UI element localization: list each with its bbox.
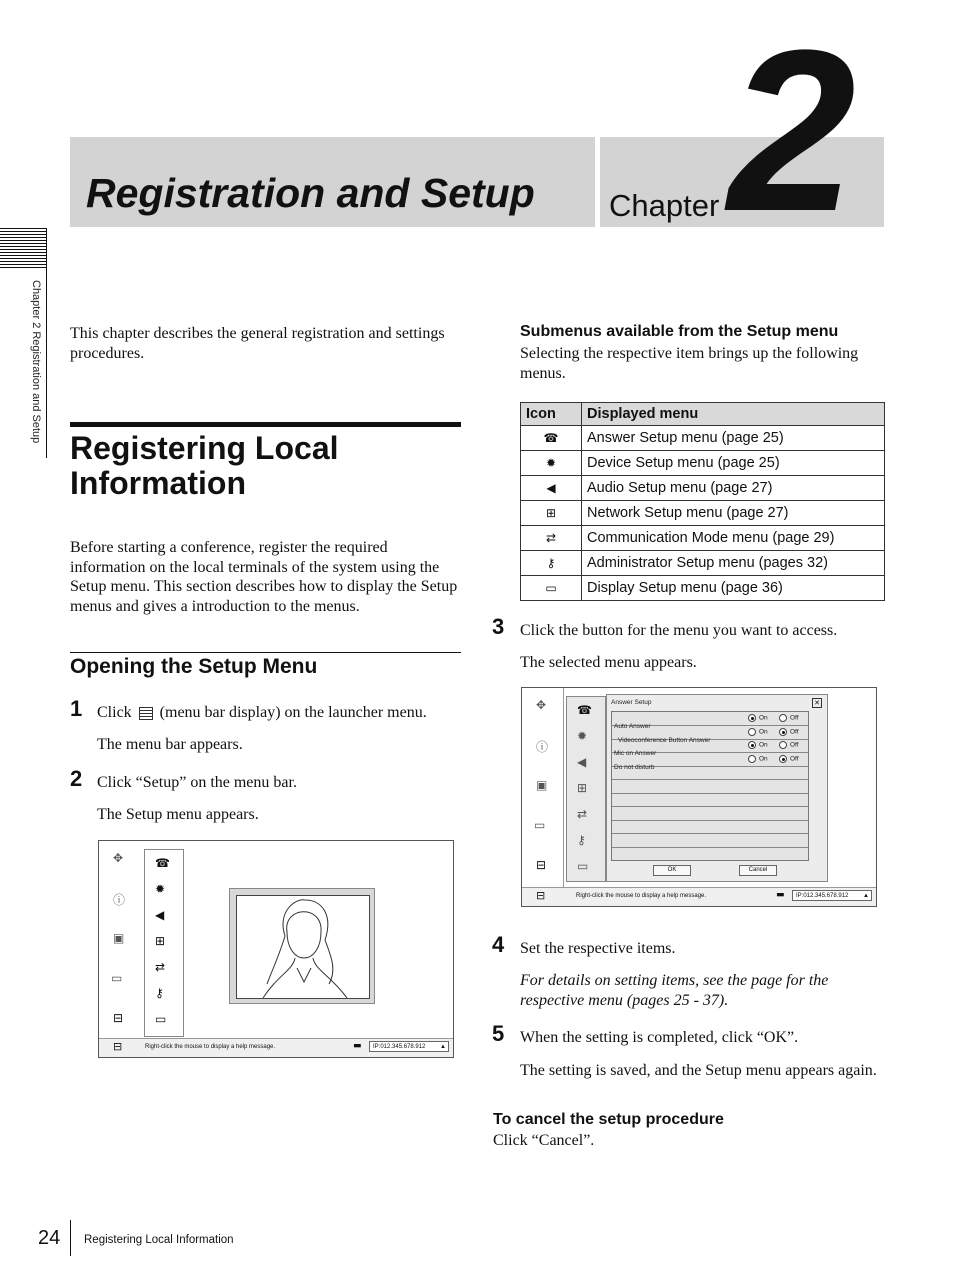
ip-address-display[interactable] — [369, 1041, 449, 1052]
on-label: On — [759, 755, 768, 763]
chapter-title: Registration and Setup — [86, 170, 535, 216]
section-paragraph: Before starting a conference, register the required information on the local terminals of the system using the Setup menu. This section describes how to display the Setup menus and gives a introduction to the menus. — [70, 539, 458, 615]
status-bar — [99, 1038, 453, 1057]
person-illustration — [237, 896, 369, 998]
subsection-heading: Opening the Setup Menu — [70, 655, 318, 678]
intro-paragraph: This chapter describes the general registration and settings procedures. — [70, 325, 445, 362]
network-setup-icon[interactable]: ⊞ — [155, 934, 166, 948]
menu-name: Display Setup menu (page 36) — [582, 576, 885, 601]
radio-selected-icon — [779, 755, 787, 763]
info-icon: ⓘ — [536, 740, 549, 754]
table-row — [521, 476, 885, 501]
radio-icon — [748, 755, 756, 763]
contact-icon: ▣ — [536, 778, 548, 792]
setting-label: Videoconference Button Answer — [618, 737, 711, 744]
menu-name: Audio Setup menu (page 27) — [582, 476, 885, 501]
answer-setup-icon[interactable]: ☎ — [577, 703, 592, 717]
step-number: 1 — [70, 696, 83, 721]
off-radio[interactable] — [779, 728, 799, 736]
camera-icon: ✥ — [536, 698, 547, 712]
row-divider — [612, 793, 808, 794]
network-setup-icon: ⊞ — [521, 501, 582, 526]
dropdown-arrow-icon: ▲ — [440, 1044, 446, 1050]
off-radio[interactable] — [779, 755, 799, 763]
sidebar-divider — [563, 688, 564, 888]
cancel-text: Click “Cancel”. — [493, 1132, 595, 1149]
setting-row-mic-on-answer — [614, 741, 806, 757]
off-label: Off — [790, 728, 799, 736]
menu-bar-display-icon[interactable]: ⊟ — [113, 1040, 123, 1053]
phonebook-icon: ▭ — [534, 818, 546, 832]
off-label: Off — [790, 714, 799, 722]
radio-selected-icon — [779, 728, 787, 736]
on-radio[interactable] — [748, 741, 768, 749]
cancel-button[interactable]: Cancel — [739, 865, 777, 876]
step-1-rest: (menu bar display) on the launcher menu. — [159, 704, 427, 721]
radio-icon — [779, 714, 787, 722]
row-divider — [612, 779, 808, 780]
display-setup-icon[interactable]: ▭ — [577, 859, 589, 873]
section-heading-line1: Registering Local — [70, 430, 339, 466]
setting-label: Do not disturb — [614, 764, 655, 771]
on-radio[interactable] — [748, 714, 768, 722]
video-preview-frame — [229, 888, 375, 1004]
connection-icon: ▬ — [776, 890, 785, 900]
side-tab-rule — [46, 228, 47, 458]
contact-icon: ▣ — [113, 931, 125, 945]
communication-mode-icon: ⇄ — [521, 526, 582, 551]
dialog-title: Answer Setup — [611, 699, 652, 706]
ip-address-display[interactable] — [792, 890, 872, 901]
audio-setup-icon: ◀ — [521, 476, 582, 501]
answer-setup-icon: ☎ — [521, 426, 582, 451]
status-help-text: Right-click the mouse to display a help message. — [576, 893, 707, 899]
audio-setup-icon[interactable]: ◀ — [155, 908, 165, 922]
step-2-result: The Setup menu appears. — [97, 806, 259, 823]
submenus-heading: Submenus available from the Setup menu — [520, 323, 839, 340]
radio-icon — [779, 741, 787, 749]
video-preview — [236, 895, 370, 999]
step-number: 5 — [492, 1021, 505, 1046]
off-label: Off — [790, 755, 799, 763]
step-3-text: Click the button for the menu you want to access. — [520, 622, 838, 639]
table-row — [521, 451, 885, 476]
table-row — [521, 551, 885, 576]
radio-selected-icon — [748, 741, 756, 749]
administrator-setup-icon[interactable]: ⚷ — [577, 833, 586, 847]
cancel-heading: To cancel the setup procedure — [493, 1111, 724, 1128]
page-number: 24 — [38, 1227, 61, 1249]
info-icon: ⓘ — [113, 893, 126, 907]
row-divider — [612, 833, 808, 834]
setup-menu-screenshot — [98, 840, 454, 1058]
communication-mode-icon[interactable]: ⇄ — [155, 960, 166, 974]
on-label: On — [759, 728, 768, 736]
table-row — [521, 576, 885, 601]
submenus-table — [520, 402, 885, 601]
footer-section-name: Registering Local Information — [84, 1234, 234, 1246]
phonebook-icon: ▭ — [111, 971, 123, 985]
side-tab-marker — [0, 228, 46, 270]
step-4-text: Set the respective items. — [520, 940, 676, 957]
setup-submenu-bar — [566, 696, 606, 882]
step-5-result: The setting is saved, and the Setup menu appears again. — [520, 1062, 877, 1079]
connection-icon: ▬ — [353, 1041, 362, 1051]
camera-icon: ✥ — [113, 851, 124, 865]
settings-list — [611, 711, 809, 861]
submenus-paragraph: Selecting the respective item brings up the following menus. — [520, 345, 859, 382]
step-5-text: When the setting is completed, click “OK”. — [520, 1029, 799, 1046]
menu-name: Administrator Setup menu (pages 32) — [582, 551, 885, 576]
off-radio[interactable] — [779, 714, 799, 722]
device-setup-icon[interactable]: ✹ — [577, 729, 588, 743]
step-number: 3 — [492, 614, 505, 639]
on-label: On — [759, 714, 768, 722]
row-divider — [612, 820, 808, 821]
device-setup-icon[interactable]: ✹ — [155, 882, 166, 896]
administrator-setup-icon: ⚷ — [521, 551, 582, 576]
step-3-result: The selected menu appears. — [520, 654, 697, 671]
table-row — [521, 501, 885, 526]
setting-label: Mic on Answer — [614, 750, 657, 757]
section-heading-line2: Information — [70, 465, 246, 501]
section-rule — [70, 422, 461, 427]
step-4-note: For details on setting items, see the page for the respective menu (pages 25 - 37). — [520, 972, 829, 1009]
step-number: 2 — [70, 766, 83, 791]
column-header-menu: Displayed menu — [582, 403, 885, 426]
column-header-icon: Icon — [521, 403, 582, 426]
step-number: 4 — [492, 932, 505, 957]
setup-icon[interactable]: ⊟ — [113, 1011, 124, 1025]
ip-address: IP:012.345.678.912 — [796, 893, 849, 899]
setting-row-videoconference-button-answer — [618, 728, 806, 744]
display-setup-icon: ▭ — [521, 576, 582, 601]
setup-icon[interactable]: ⊟ — [536, 858, 547, 872]
step-1-text — [97, 703, 467, 723]
audio-setup-icon[interactable]: ◀ — [577, 755, 587, 769]
dropdown-arrow-icon: ▲ — [863, 893, 869, 899]
menu-bar-display-icon — [139, 707, 153, 720]
setting-row-auto-answer — [614, 714, 806, 730]
close-icon[interactable]: ✕ — [812, 698, 822, 708]
setup-submenu-bar — [144, 849, 184, 1037]
chapter-label: Chapter — [609, 188, 720, 223]
off-radio[interactable] — [779, 741, 799, 749]
on-radio[interactable] — [748, 755, 768, 763]
ok-button[interactable]: OK — [653, 865, 691, 876]
chapter-number: 2 — [728, 2, 856, 259]
device-setup-icon: ✹ — [521, 451, 582, 476]
side-tab-label: Chapter 2 Registration and Setup — [30, 280, 42, 444]
subsection-rule — [70, 652, 461, 653]
menu-name: Network Setup menu (page 27) — [582, 501, 885, 526]
status-help-text: Right-click the mouse to display a help message. — [145, 1044, 276, 1050]
display-setup-icon[interactable]: ▭ — [155, 1012, 167, 1026]
table-row — [521, 426, 885, 451]
on-radio[interactable] — [748, 728, 768, 736]
menu-name: Answer Setup menu (page 25) — [582, 426, 885, 451]
step-1-result: The menu bar appears. — [97, 736, 243, 753]
on-label: On — [759, 741, 768, 749]
setting-label: Auto Answer — [614, 723, 651, 730]
menu-bar-display-icon[interactable]: ⊟ — [536, 889, 546, 902]
status-bar — [522, 887, 876, 906]
communication-mode-icon[interactable]: ⇄ — [577, 807, 588, 821]
menu-name: Device Setup menu (page 25) — [582, 451, 885, 476]
off-label: Off — [790, 741, 799, 749]
network-setup-icon[interactable]: ⊞ — [577, 781, 588, 795]
ip-address: IP:012.345.678.912 — [373, 1044, 426, 1050]
radio-icon — [748, 728, 756, 736]
setting-row-do-not-disturb — [614, 755, 806, 771]
answer-setup-icon[interactable]: ☎ — [155, 856, 170, 870]
radio-selected-icon — [748, 714, 756, 722]
row-divider — [612, 806, 808, 807]
table-row — [521, 526, 885, 551]
table-header-row — [521, 403, 885, 426]
menu-name: Communication Mode menu (page 29) — [582, 526, 885, 551]
step-2-text: Click “Setup” on the menu bar. — [97, 774, 297, 791]
section-heading — [70, 431, 339, 501]
answer-setup-dialog — [606, 694, 828, 882]
step-1-click: Click — [97, 704, 132, 721]
answer-setup-screenshot — [521, 687, 877, 907]
administrator-setup-icon[interactable]: ⚷ — [155, 986, 164, 1000]
row-divider — [612, 847, 808, 848]
footer-rule — [70, 1220, 71, 1256]
